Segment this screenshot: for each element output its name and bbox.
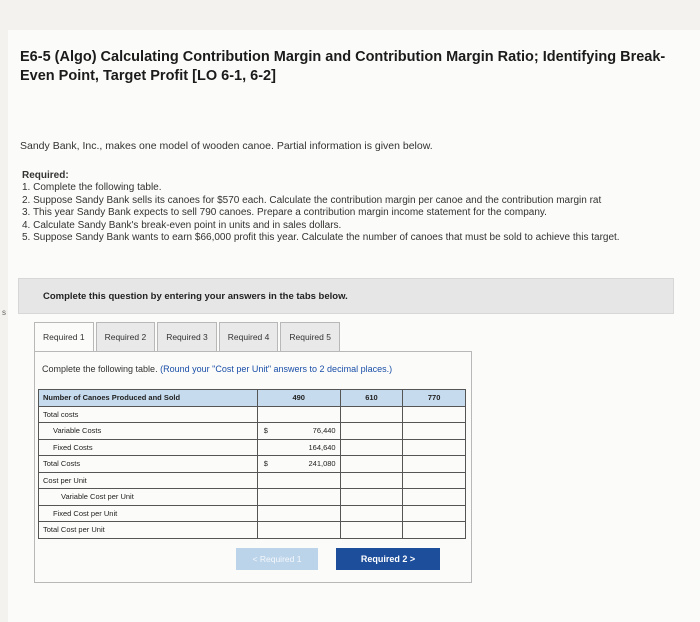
row-fixed-costs-label: Fixed Costs bbox=[39, 439, 258, 456]
fixed-cost-unit-490-input[interactable] bbox=[257, 505, 340, 522]
variable-costs-490-input[interactable]: 76,440 bbox=[277, 423, 341, 440]
required-item-3: 3. This year Sandy Bank expects to sell 790 canoes. Prepare a contribution margin income statement for the company. bbox=[22, 207, 547, 219]
fixed-costs-610-input[interactable] bbox=[340, 439, 403, 456]
table-row bbox=[39, 423, 466, 440]
fixed-cost-unit-610-input[interactable] bbox=[340, 505, 403, 522]
row-total-costs2-label: Total Costs bbox=[39, 456, 258, 473]
instruction-main: Complete the following table. bbox=[42, 364, 158, 374]
tab-required-5[interactable]: Required 5 bbox=[280, 322, 340, 352]
table-header-row bbox=[39, 390, 466, 407]
table-row bbox=[39, 489, 466, 506]
table-row bbox=[39, 439, 466, 456]
required-item-1: 1. Complete the following table. bbox=[22, 182, 162, 194]
row-cost-per-unit-label: Cost per Unit bbox=[39, 472, 258, 489]
table-row bbox=[39, 406, 466, 423]
table-row bbox=[39, 522, 466, 539]
header-label: Number of Canoes Produced and Sold bbox=[39, 390, 258, 407]
row-total-cost-unit-label: Total Cost per Unit bbox=[39, 522, 258, 539]
column-610: 610 bbox=[340, 390, 403, 407]
variable-costs-610-input[interactable] bbox=[340, 423, 403, 440]
required-item-2: 2. Suppose Sandy Bank sells its canoes for $570 each. Calculate the contribution margin per canoe and the contribution margin rat bbox=[22, 194, 602, 206]
required-item-5: 5. Suppose Sandy Bank wants to earn $66,000 profit this year. Calculate the number of canoes that must be sold to achieve this target. bbox=[22, 232, 620, 244]
fixed-costs-490-input[interactable]: 164,640 bbox=[277, 439, 341, 456]
prev-required-button[interactable]: < Required 1 bbox=[236, 548, 318, 570]
required-list bbox=[22, 170, 700, 244]
required-header: Required: bbox=[22, 170, 69, 181]
side-mark: s bbox=[2, 308, 6, 317]
question-title: E6-5 (Algo) Calculating Contribution Margin and Contribution Margin Ratio; Identifying Break-Even Point, Target Profit [LO 6-1, 6-2] bbox=[20, 49, 666, 84]
fixed-cost-unit-770-input[interactable] bbox=[403, 505, 466, 522]
instruction bbox=[42, 364, 392, 374]
tab-required-2[interactable]: Required 2 bbox=[96, 322, 156, 352]
tab-bar bbox=[34, 322, 342, 352]
row-var-cost-unit-label: Variable Cost per Unit bbox=[39, 489, 258, 506]
column-490: 490 bbox=[257, 390, 340, 407]
tab-required-4[interactable]: Required 4 bbox=[219, 322, 279, 352]
total-cost-unit-490-input[interactable] bbox=[257, 522, 340, 539]
column-770: 770 bbox=[403, 390, 466, 407]
complete-prompt: Complete this question by entering your answers in the tabs below. bbox=[43, 291, 348, 302]
total-costs-770-input[interactable] bbox=[403, 456, 466, 473]
tab-required-1[interactable]: Required 1 bbox=[34, 322, 94, 353]
instruction-note: (Round your "Cost per Unit" answers to 2 decimal places.) bbox=[160, 364, 393, 374]
variable-costs-770-input[interactable] bbox=[403, 423, 466, 440]
table-row bbox=[39, 456, 466, 473]
var-cost-unit-490-input[interactable] bbox=[257, 489, 340, 506]
row-total-costs-label: Total costs bbox=[39, 406, 258, 423]
required-item-4: 4. Calculate Sandy Bank's break-even point in units and in sales dollars. bbox=[22, 219, 342, 231]
var-cost-unit-770-input[interactable] bbox=[403, 489, 466, 506]
dollar-sign: $ bbox=[257, 423, 276, 440]
tab-required-3[interactable]: Required 3 bbox=[157, 322, 217, 352]
table-row bbox=[39, 505, 466, 522]
row-fixed-cost-unit-label: Fixed Cost per Unit bbox=[39, 505, 258, 522]
fixed-costs-770-input[interactable] bbox=[403, 439, 466, 456]
table-row bbox=[39, 472, 466, 489]
total-cost-unit-610-input[interactable] bbox=[340, 522, 403, 539]
var-cost-unit-610-input[interactable] bbox=[340, 489, 403, 506]
cost-table bbox=[38, 389, 466, 539]
complete-prompt-box bbox=[18, 278, 674, 314]
total-costs-610-input[interactable] bbox=[340, 456, 403, 473]
row-variable-costs-label: Variable Costs bbox=[39, 423, 258, 440]
total-costs-490-value: 241,080 bbox=[277, 456, 341, 473]
next-required-button[interactable]: Required 2 > bbox=[336, 548, 440, 570]
question-intro: Sandy Bank, Inc., makes one model of wooden canoe. Partial information is given below. bbox=[20, 140, 433, 152]
dollar-sign: $ bbox=[257, 456, 276, 473]
total-cost-unit-770-input[interactable] bbox=[403, 522, 466, 539]
